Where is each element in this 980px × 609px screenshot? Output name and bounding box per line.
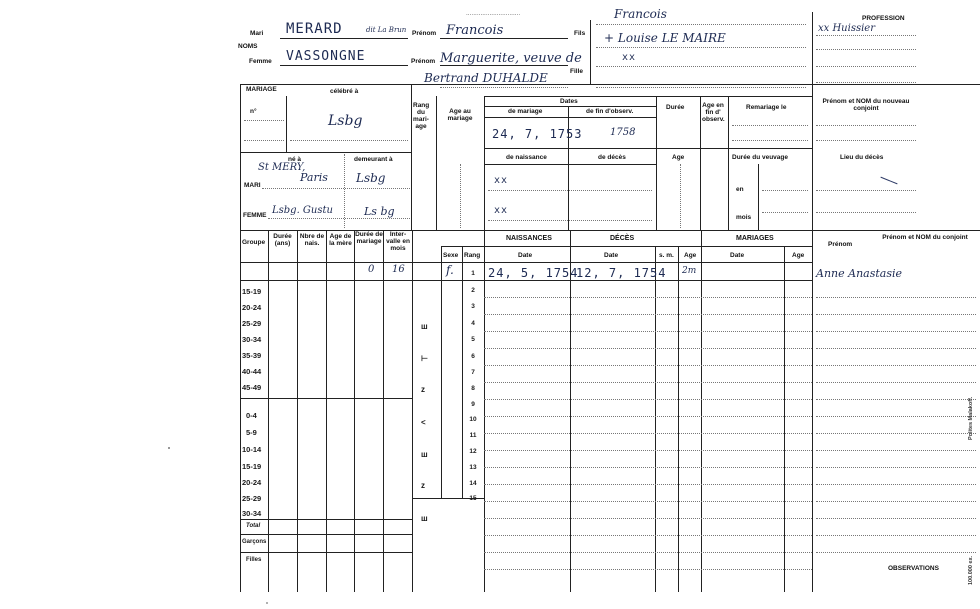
mari-demeurant: Lsbg bbox=[356, 171, 386, 185]
en-label: en bbox=[736, 186, 744, 193]
group-label: 15-19 bbox=[242, 462, 262, 471]
mari-ne-a-2: Paris bbox=[300, 171, 328, 184]
noms-label: NOMS bbox=[238, 43, 258, 50]
age-fin-observ-label: Age en fin d' observ. bbox=[702, 102, 725, 124]
vertical-letter: z bbox=[421, 385, 425, 394]
rang-number: 14 bbox=[469, 480, 477, 487]
femme-nom: VASSONGNE bbox=[286, 49, 366, 64]
group-label: 0-4 bbox=[246, 411, 257, 420]
femme-label: Femme bbox=[249, 58, 272, 65]
dots-top: .............................. bbox=[466, 10, 521, 17]
group-label: 25-29 bbox=[242, 319, 262, 328]
intervalle-header: Inter- valle en mois bbox=[386, 231, 410, 253]
vertical-letter: ⊢ bbox=[421, 354, 428, 363]
groupe-header: Groupe bbox=[242, 239, 266, 246]
group-label: 30-34 bbox=[242, 335, 262, 344]
enfant-naissance: 24, 5, 1754 bbox=[488, 266, 579, 280]
remariage-label: Remariage le bbox=[746, 104, 787, 111]
naissance-femme: xx bbox=[494, 205, 509, 216]
profession-label: PROFESSION bbox=[862, 15, 905, 22]
deces-label: de décès bbox=[598, 154, 626, 161]
rang-number: 3 bbox=[471, 303, 475, 310]
rang-header: Rang bbox=[464, 252, 481, 259]
celebre-label: célébré à bbox=[330, 88, 359, 95]
fils-label: Fils bbox=[574, 30, 586, 37]
age-label-top: Age bbox=[672, 154, 685, 161]
group-label: 25-29 bbox=[242, 494, 262, 503]
vertical-letter: ш bbox=[421, 514, 428, 523]
printer-note: Polites Malakoff. bbox=[968, 396, 974, 440]
ne-a-label: né à bbox=[288, 156, 302, 163]
fille-label: Fille bbox=[570, 68, 584, 75]
filles-label: Filles bbox=[246, 557, 262, 563]
observations-label: OBSERVATIONS bbox=[888, 565, 939, 572]
femme-demeurant: Ls bg bbox=[364, 205, 395, 218]
age-header-mariages: Age bbox=[792, 252, 805, 259]
enfant-deces: 12, 7, 1754 bbox=[576, 266, 667, 280]
demeurant-label: demeurant à bbox=[354, 156, 393, 163]
mari-label: Mari bbox=[250, 30, 264, 37]
duree-ans-header: Durée (ans) bbox=[273, 233, 292, 248]
mari-label-2: MARI bbox=[244, 182, 261, 189]
fin-observ: 1758 bbox=[610, 127, 636, 138]
femme-prenom: Marguerite, veuve de bbox=[440, 51, 582, 66]
copies-note: 100.000 ex. bbox=[968, 555, 974, 585]
mari-dit: dit La Brun bbox=[366, 26, 407, 34]
age-header-deces: Age bbox=[684, 252, 697, 259]
date-header-mariages: Date bbox=[730, 252, 745, 259]
femme-label-2: FEMME bbox=[243, 212, 267, 219]
rang-number: 12 bbox=[469, 448, 477, 455]
rang-number: 2 bbox=[471, 287, 475, 294]
enfant-prenom: Anne Anastasie bbox=[816, 267, 903, 280]
fin-observ-label: de fin d'observ. bbox=[586, 108, 634, 115]
sm-header: s. m. bbox=[659, 252, 674, 259]
rang-number: 5 bbox=[471, 336, 475, 343]
femme-prenom-2: Bertrand DUHALDE bbox=[424, 71, 548, 85]
group-label: 20-24 bbox=[242, 303, 262, 312]
rang-number: 4 bbox=[471, 320, 475, 327]
vertical-letter: ш bbox=[421, 450, 428, 459]
rang-number: 15 bbox=[469, 495, 477, 502]
scan-mark bbox=[168, 447, 170, 449]
sexe-value: f. bbox=[446, 263, 454, 277]
fils-parents: + Louise LE MAIRE bbox=[604, 31, 726, 45]
rang-number: 6 bbox=[471, 353, 475, 360]
de-mariage-label: de mariage bbox=[508, 108, 543, 115]
vertical-letter: z bbox=[421, 481, 425, 490]
rang-number: 1 bbox=[471, 270, 475, 277]
femme-ne-a: Lsbg. Gustu bbox=[272, 205, 333, 216]
mari-ne-a: St MERY, bbox=[258, 162, 306, 173]
duree-label: Durée bbox=[666, 104, 685, 111]
enfant-deces-age: 2m bbox=[682, 266, 697, 276]
group-label: 10-14 bbox=[242, 445, 262, 454]
garcons-label: Garçons bbox=[242, 539, 267, 545]
deces-header: DÉCÈS bbox=[610, 235, 635, 242]
intervalle-value: 16 bbox=[392, 264, 405, 275]
rang-label: Rang du mari- age bbox=[413, 102, 430, 131]
naissance-label: de naissance bbox=[506, 154, 547, 161]
prenom-label-femme: Prénom bbox=[411, 58, 436, 65]
vertical-letter: ш bbox=[421, 322, 428, 331]
lieu-deces-label: Lieu du décès bbox=[840, 154, 884, 161]
group-label: 30-34 bbox=[242, 509, 262, 518]
lieu-mariage: Lsbg bbox=[328, 113, 363, 129]
mariages-header: MARIAGES bbox=[736, 235, 774, 242]
duree-veuvage-label: Durée du veuvage bbox=[732, 154, 788, 161]
fils-top: Francois bbox=[614, 7, 667, 21]
prenom-nom-conjoint-header: Prénom et NOM du conjoint bbox=[882, 234, 968, 241]
group-label: 5-9 bbox=[246, 428, 257, 437]
rang-number: 8 bbox=[471, 385, 475, 392]
age-mere-header: Age de la mère bbox=[329, 233, 352, 248]
total-label: Total bbox=[246, 523, 261, 529]
dates-label: Dates bbox=[560, 98, 578, 105]
sexe-header: Sexe bbox=[443, 252, 459, 259]
pen-stroke bbox=[880, 177, 897, 185]
no-label: n° bbox=[250, 108, 257, 115]
group-label: 40-44 bbox=[242, 367, 262, 376]
group-label: 15-19 bbox=[242, 287, 262, 296]
duree-mariage-header: Durée de mariage bbox=[355, 231, 383, 246]
prenom-nom-conjoint: Prénom et NOM du nouveau conjoint bbox=[822, 98, 910, 113]
date-header-deces: Date bbox=[604, 252, 619, 259]
mari-nom: MERARD bbox=[286, 21, 343, 37]
fille-parents: xx bbox=[622, 52, 637, 63]
group-label: 45-49 bbox=[242, 383, 262, 392]
nbre-nais-header: Nbre de nais. bbox=[299, 233, 325, 248]
rang-number: 13 bbox=[469, 464, 477, 471]
rang-number: 10 bbox=[469, 416, 477, 423]
vertical-letter: < bbox=[421, 418, 426, 427]
mariage-title: MARIAGE bbox=[246, 86, 277, 93]
scan-mark bbox=[266, 602, 268, 604]
date-header-naissance: Date bbox=[518, 252, 533, 259]
profession-value: xx Huissier bbox=[818, 23, 875, 34]
mois-label: mois bbox=[736, 214, 752, 221]
group-label: 35-39 bbox=[242, 351, 262, 360]
prenom-header: Prénom bbox=[828, 241, 853, 248]
naissances-header: NAISSANCES bbox=[506, 235, 552, 242]
prenom-label-mari: Prénom bbox=[412, 30, 437, 37]
date-mariage: 24, 7, 1753 bbox=[492, 127, 583, 141]
rang-number: 7 bbox=[471, 369, 475, 376]
group-label: 20-24 bbox=[242, 478, 262, 487]
age-mariage-label: Age au mariage bbox=[447, 108, 473, 123]
duree-mariage-value: 0 bbox=[368, 264, 375, 275]
naissance-mari: xx bbox=[494, 175, 509, 186]
rang-number: 9 bbox=[471, 401, 475, 408]
mari-prenom: Francois bbox=[446, 23, 504, 38]
rang-number: 11 bbox=[469, 432, 477, 439]
